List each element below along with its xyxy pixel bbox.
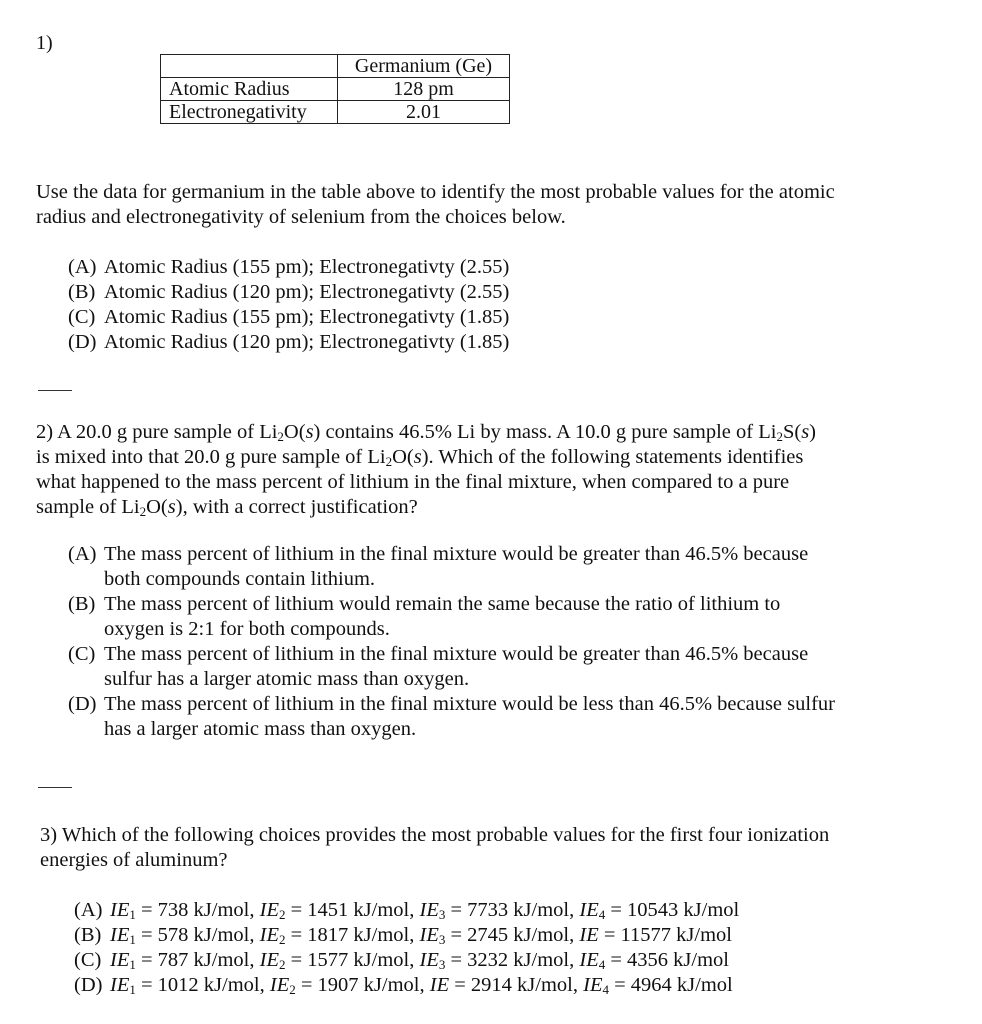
stem-text: sample of Li (36, 496, 140, 518)
answer-option-c[interactable] (68, 305, 509, 330)
ie-value: = 3232 kJ/mol, (445, 949, 580, 971)
ie-value: = 1907 kJ/mol, (295, 974, 430, 996)
subscript: 3 (438, 957, 446, 972)
option-label: (A) (68, 543, 97, 565)
stem-text: A 20.0 g pure sample of Li (57, 421, 278, 443)
option-text: The mass percent of lithium would remain the same because the ratio of lithium to (104, 593, 781, 615)
option-text: sulfur has a larger atomic mass than oxygen. (104, 668, 470, 690)
ionization-energy-term (420, 899, 580, 921)
ionization-energy-term (110, 924, 260, 946)
ionization-energy-term (579, 899, 739, 921)
table-header-cell: Germanium (Ge) (338, 55, 510, 78)
answer-option-d[interactable] (68, 692, 835, 742)
option-label: (B) (74, 924, 102, 946)
table-cell: Electronegativity (161, 101, 338, 124)
answer-option-b[interactable] (68, 592, 835, 642)
ie-symbol: IE (419, 899, 439, 921)
option-label: (C) (68, 306, 96, 328)
option-text: Atomic Radius (155 pm); Electronegativty (2.55) (104, 256, 510, 278)
option-text: Atomic Radius (120 pm); Electronegativty (2.55) (104, 281, 510, 303)
option-text: oxygen is 2:1 for both compounds. (104, 618, 390, 640)
ie-value: = 2745 kJ/mol, (445, 924, 580, 946)
ionization-energy-term (260, 924, 420, 946)
subscript: 3 (438, 932, 446, 947)
ie-value: = 7733 kJ/mol, (445, 899, 580, 921)
ie-value: = 738 kJ/mol, (135, 899, 260, 921)
question-3-stem (40, 823, 829, 873)
ie-symbol: IE (429, 974, 450, 996)
stem-text: ) (809, 421, 816, 443)
answer-option-a[interactable] (74, 898, 739, 923)
ie-value: = 4356 kJ/mol (605, 949, 729, 971)
ie-symbol: IE (110, 949, 130, 971)
option-text: The mass percent of lithium in the final mixture would be greater than 46.5% because (104, 643, 809, 665)
subscript: 1 (129, 907, 136, 922)
option-label: (A) (68, 256, 97, 278)
answer-option-d[interactable] (74, 973, 739, 998)
answer-option-b[interactable] (74, 923, 739, 948)
state-symbol: s (413, 446, 422, 468)
option-label: (D) (68, 331, 97, 353)
answer-option-d[interactable] (68, 330, 509, 355)
option-text: has a larger atomic mass than oxygen. (104, 718, 417, 740)
ionization-energy-term (110, 899, 260, 921)
table-row (161, 101, 510, 124)
ie-symbol: IE (110, 924, 130, 946)
ie-value: = 578 kJ/mol, (135, 924, 260, 946)
subscript: 1 (129, 932, 136, 947)
stem-text: Which of the following choices provides the most probable values for the first four ionization (61, 824, 830, 846)
option-text: The mass percent of lithium in the final mixture would be greater than 46.5% because (104, 543, 809, 565)
option-text: both compounds contain lithium. (104, 568, 376, 590)
stem-text: O( (146, 496, 168, 518)
subscript: 2 (139, 504, 147, 519)
stem-text: ), with a correct justification? (175, 496, 418, 518)
option-label: (B) (68, 281, 96, 303)
ionization-energy-term (110, 949, 260, 971)
stem-line (36, 420, 816, 445)
ionization-energy-term (579, 949, 729, 971)
subscript: 4 (598, 907, 606, 922)
ie-symbol: IE (579, 899, 599, 921)
stem-text: is mixed into that 20.0 g pure sample of Li (36, 446, 386, 468)
question-1-number: 1) (36, 32, 53, 54)
ie-value: = 1577 kJ/mol, (285, 949, 420, 971)
subscript: 2 (385, 454, 393, 469)
subscript: 2 (278, 932, 286, 947)
question-1-stem (36, 180, 835, 230)
question-2-number: 2) (36, 421, 54, 443)
ie-symbol: IE (583, 974, 603, 996)
ionization-energy-term (430, 974, 583, 996)
subscript: 2 (289, 982, 296, 997)
stem-line (40, 823, 829, 848)
ie-value: = 1451 kJ/mol, (285, 899, 420, 921)
ie-symbol: IE (419, 924, 439, 946)
ie-symbol: IE (259, 899, 279, 921)
table-cell: 2.01 (338, 101, 510, 124)
subscript: 1 (129, 957, 136, 972)
stem-line (36, 495, 816, 520)
ie-symbol: IE (110, 899, 130, 921)
ie-value: = 10543 kJ/mol (605, 899, 740, 921)
ie-symbol: IE (579, 949, 599, 971)
option-label: (D) (74, 974, 103, 996)
ionization-energy-term (420, 949, 580, 971)
subscript: 1 (129, 982, 136, 997)
stem-text: ) contains 46.5% Li by mass. A 10.0 g pure sample of Li (313, 421, 777, 443)
ie-value: = 1012 kJ/mol, (135, 974, 270, 996)
ie-symbol: IE (579, 924, 599, 946)
question-separator (38, 787, 72, 788)
subscript: 2 (277, 429, 284, 444)
ionization-energy-term (583, 974, 733, 996)
stem-text: ). Which of the following statements identifies (421, 446, 804, 468)
question-1-options (68, 255, 509, 355)
option-text: Atomic Radius (120 pm); Electronegativty (1.85) (104, 331, 510, 353)
subscript: 2 (278, 907, 286, 922)
ie-symbol: IE (259, 949, 279, 971)
germanium-data-table (160, 54, 510, 124)
question-3-options (74, 898, 739, 998)
stem-line (36, 445, 816, 470)
ie-value: = 787 kJ/mol, (135, 949, 260, 971)
option-text: The mass percent of lithium in the final mixture would be less than 46.5% because sulfur (104, 693, 835, 715)
stem-text: O( (392, 446, 414, 468)
ionization-energy-term (260, 949, 420, 971)
ie-symbol: IE (419, 949, 439, 971)
ie-value: = 4964 kJ/mol (608, 974, 733, 996)
ionization-energy-term (579, 924, 732, 946)
ionization-energy-term (420, 924, 580, 946)
stem-line: Use the data for germanium in the table above to identify the most probable values for the atomic (36, 181, 835, 203)
ie-symbol: IE (269, 974, 290, 996)
answer-option-a[interactable] (68, 255, 509, 280)
state-symbol: s (305, 421, 314, 443)
answer-option-c[interactable] (74, 948, 739, 973)
ionization-energy-term (110, 974, 270, 996)
state-symbol: s (801, 421, 810, 443)
ie-symbol: IE (259, 924, 279, 946)
question-separator (38, 390, 72, 391)
table-header-cell (161, 55, 338, 78)
subscript: 3 (438, 907, 446, 922)
state-symbol: s (167, 496, 176, 518)
question-2-stem (36, 420, 816, 520)
answer-option-b[interactable] (68, 280, 509, 305)
table-row (161, 78, 510, 101)
option-label: (B) (68, 593, 96, 615)
answer-option-c[interactable] (68, 642, 835, 692)
stem-text: S( (782, 421, 802, 443)
answer-option-a[interactable] (68, 542, 835, 592)
stem-text: O( (283, 421, 306, 443)
table-cell: 128 pm (338, 78, 510, 101)
ionization-energy-term (270, 974, 430, 996)
option-text: Atomic Radius (155 pm); Electronegativty (1.85) (104, 306, 510, 328)
stem-line: energies of aluminum? (40, 849, 228, 871)
table-header-row (161, 55, 510, 78)
ie-value: = 2914 kJ/mol, (449, 974, 584, 996)
question-3-number: 3) (40, 824, 58, 846)
stem-line: radius and electronegativity of selenium from the choices below. (36, 206, 566, 228)
option-label: (A) (74, 899, 103, 921)
subscript: 4 (602, 982, 609, 997)
option-label: (C) (74, 949, 102, 971)
ionization-energy-term (260, 899, 420, 921)
question-2-options (68, 542, 835, 742)
subscript: 2 (278, 957, 286, 972)
subscript: 2 (776, 429, 783, 444)
ie-value: = 11577 kJ/mol (598, 924, 732, 946)
stem-line: what happened to the mass percent of lithium in the final mixture, when compared to a pure (36, 471, 790, 493)
table-cell: Atomic Radius (161, 78, 338, 101)
option-label: (D) (68, 693, 97, 715)
ie-symbol: IE (110, 974, 130, 996)
subscript: 4 (598, 957, 606, 972)
ie-value: = 1817 kJ/mol, (285, 924, 420, 946)
option-label: (C) (68, 643, 96, 665)
